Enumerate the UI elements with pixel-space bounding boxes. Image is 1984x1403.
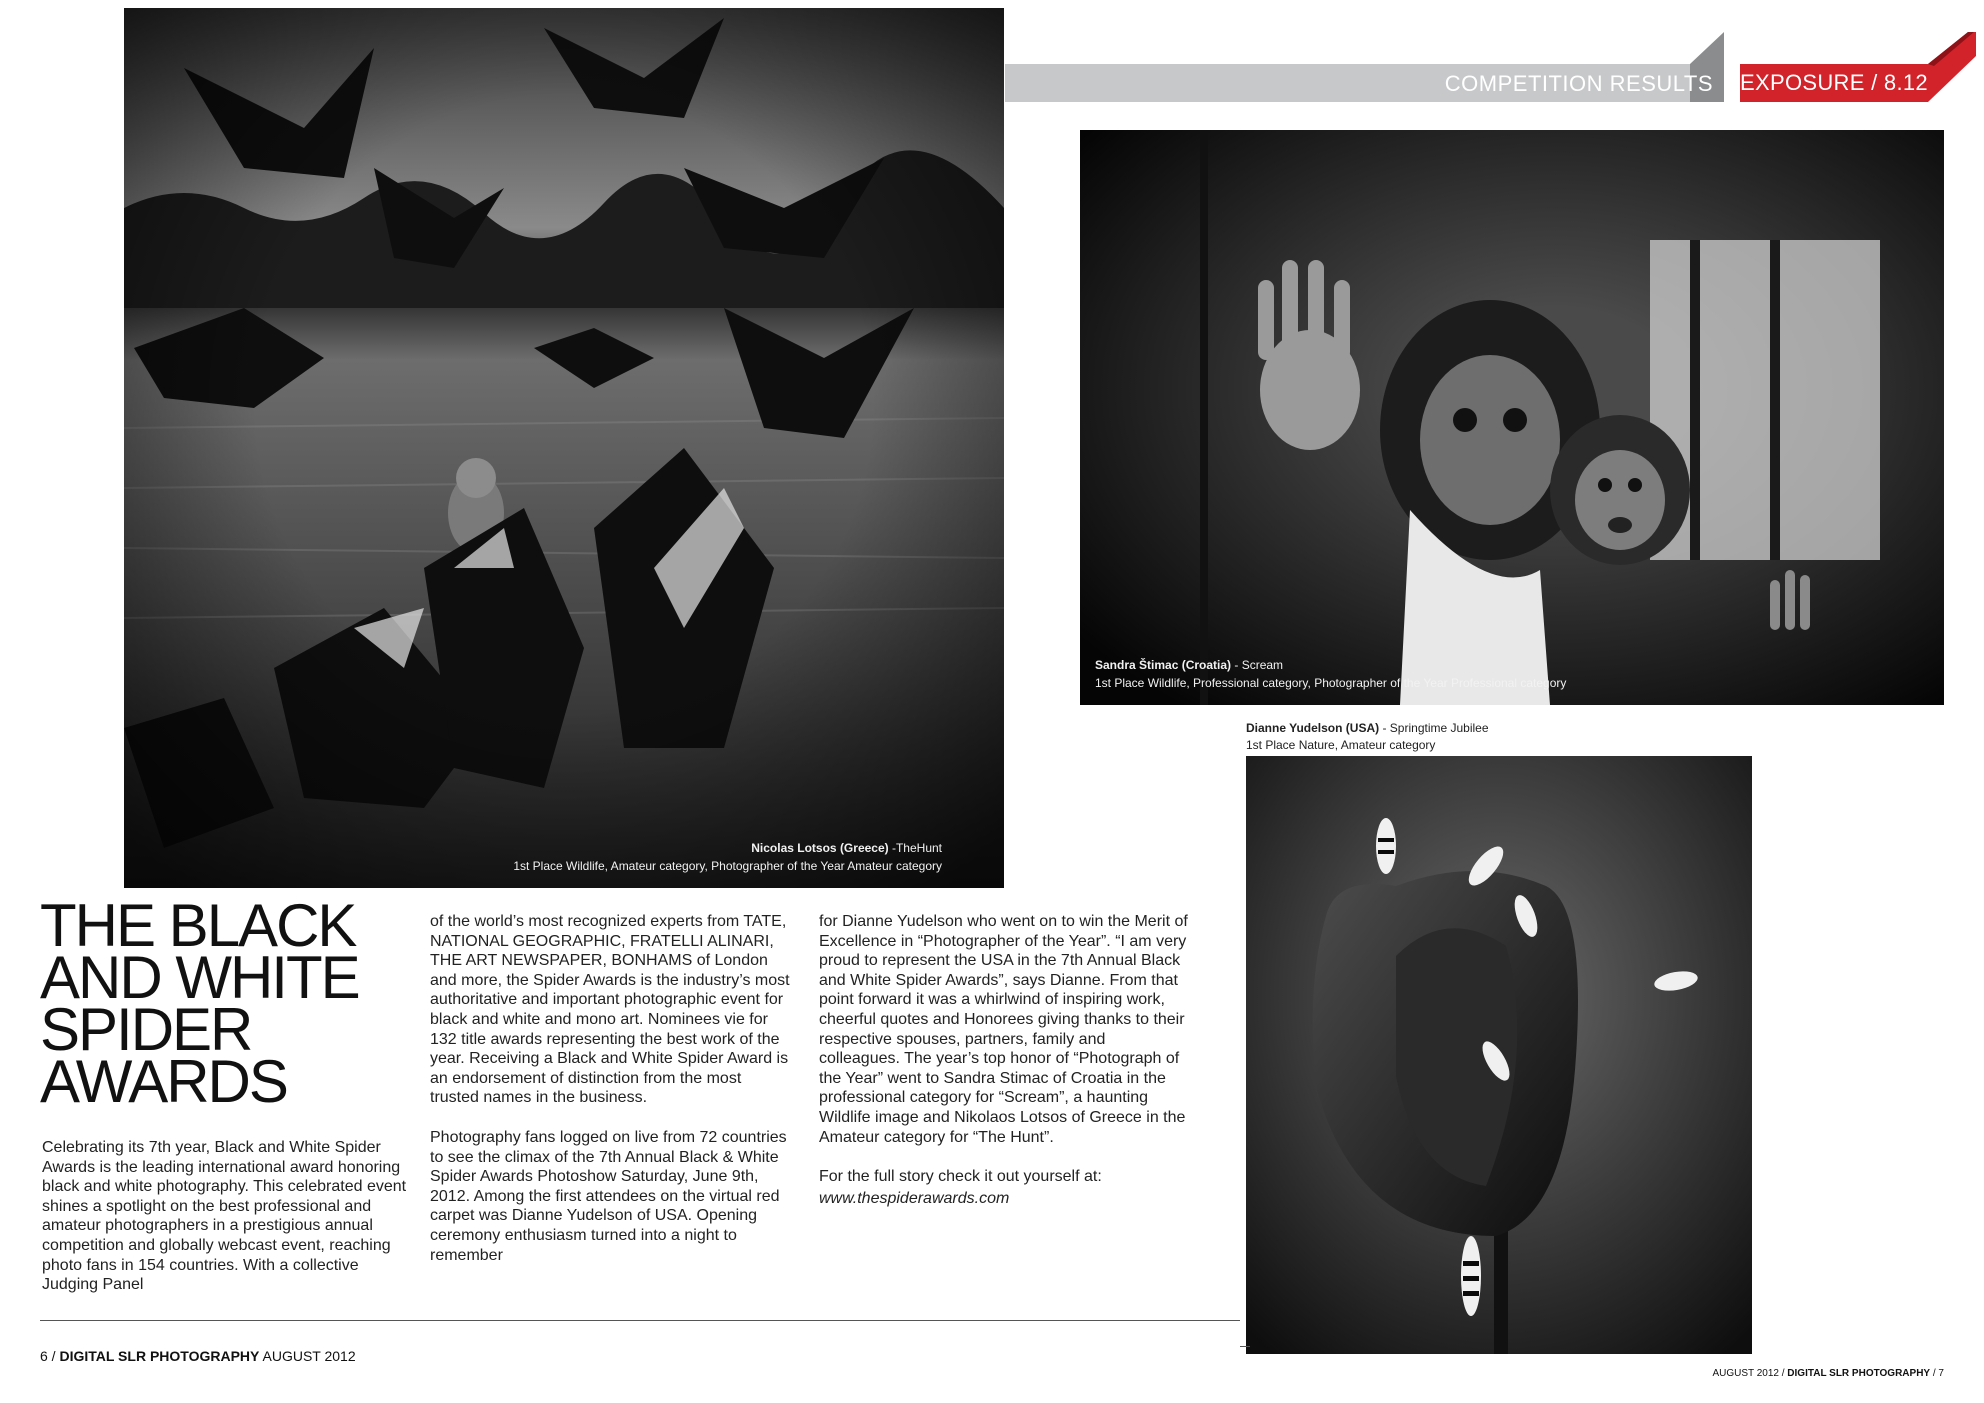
hunt-title: -TheHunt [888, 841, 942, 855]
article-headline: THE BLACK AND WHITE SPIDER AWARDS [40, 892, 359, 1115]
folio-right-date: AUGUST 2012 / [1712, 1368, 1785, 1379]
article-column-2 [430, 912, 792, 1285]
folio-left-date: AUGUST 2012 [262, 1348, 356, 1364]
article-column-3 [819, 912, 1189, 1228]
folio-left [40, 1348, 356, 1364]
exposure-tab: EXPOSURE / 8.12 [1740, 64, 1928, 102]
hunt-photographer: Nicolas Lotsos (Greece) [751, 841, 889, 855]
photo-the-hunt [124, 8, 1004, 888]
column-3-paragraph-1: for Dianne Yudelson who went on to win the Merit of Excellence in “Photographer of the Year”. “I am very proud to represent the USA in the 7th Annual Black and White Spider Awards”, says Dianne. From that point forward it was a whirlwind of inspiring work, cheerful quotes and Honorees giving thanks to their respective spouses, partners, family and colleagues. The year’s top honor of “Photograph of the Year” went to Sandra Stimac of Croatia in the professional category for “Scream”, a haunting Wildlife image and Nikolaos Lotsos of Greece in the Amateur category for “The Hunt”. [819, 913, 1188, 1146]
tulip-wasps-illustration [1246, 756, 1752, 1354]
footer-rule-left [40, 1320, 1240, 1321]
column-1-paragraph: Celebrating its 7th year, Black and White Spider Awards is the leading international award honoring black and white photography. This celebrated event shines a spotlight on the best professional and amateur photographers in a prestigious annual competition and globally webcast event, reaching photo fans in 154 countries. With a collective Judging Panel [42, 1139, 407, 1294]
spider-awards-link[interactable]: www.thespiderawards.com [819, 1189, 1010, 1207]
folio-left-magazine: DIGITAL SLR PHOTOGRAPHY [59, 1348, 260, 1364]
folio-right-page: / 7 [1932, 1368, 1944, 1379]
photo-scream [1080, 130, 1944, 705]
scream-credit-line [1095, 657, 1283, 673]
hunt-credit-line [751, 840, 942, 856]
folio-right-magazine: DIGITAL SLR PHOTOGRAPHY [1787, 1368, 1931, 1379]
scream-award: 1st Place Wildlife, Professional category, Photographer of the Year Professional category [1095, 676, 1567, 690]
column-2-paragraph-1: of the world’s most recognized experts from TATE, NATIONAL GEOGRAPHIC, FRATELLI ALINARI, THE ART NEWSPAPER, BONHAMS of London and more, the Spider Awards is the industry’s most authoritative and important photographic event for black and white and mono art. Nominees vie for 132 title awards representing the best work of the year. Receiving a Black and White Spider Award is an endorsement of distinction from the most trusted names in the business. [430, 913, 790, 1107]
column-3-paragraph-2: For the full story check it out yourself at: [819, 1168, 1102, 1186]
jubilee-credit-line [1246, 720, 1489, 736]
footer-rule-right [1240, 1346, 1250, 1347]
photo-springtime-jubilee [1246, 756, 1752, 1354]
monkeys-behind-glass-illustration [1080, 130, 1944, 705]
column-2-paragraph-2: Photography fans logged on live from 72 countries to see the climax of the 7th Annual Black & White Spider Awards Photoshow Saturday, June 9th, 2012. Among the first attendees on the virtual red carpet was Dianne Yudelson of USA. Opening ceremony enthusiasm turned into a night to remember [430, 1128, 787, 1264]
exposure-tab-fold [1928, 32, 1976, 102]
scream-title: - Scream [1231, 658, 1284, 672]
article-column-1 [42, 1138, 408, 1315]
folio-left-page: 6 / [40, 1348, 56, 1364]
scream-photographer: Sandra Štimac (Croatia) [1095, 658, 1232, 672]
vultures-lion-illustration [124, 8, 1004, 888]
jubilee-award: 1st Place Nature, Amateur category [1246, 738, 1436, 752]
section-title: COMPETITION RESULTS [1444, 71, 1713, 96]
folio-right [1712, 1368, 1944, 1379]
jubilee-title: - Springtime Jubilee [1379, 721, 1489, 735]
hunt-award: 1st Place Wildlife, Amateur category, Photographer of the Year Amateur category [513, 859, 942, 873]
jubilee-photographer: Dianne Yudelson (USA) [1246, 721, 1380, 735]
